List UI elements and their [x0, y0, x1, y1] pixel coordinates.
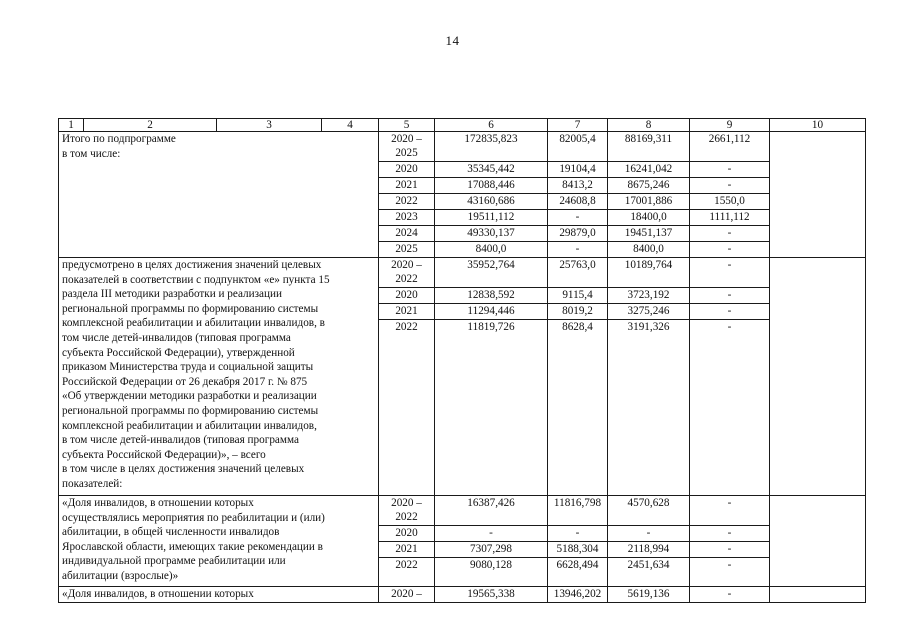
regional-cell: 5619,136	[608, 587, 690, 603]
regional-cell: 3275,246	[608, 304, 690, 320]
federal-cell: -	[548, 526, 608, 542]
page-number: 14	[445, 33, 460, 48]
regional-cell: 8400,0	[608, 242, 690, 258]
federal-cell: 11816,798	[548, 496, 608, 526]
other-cell: -	[690, 288, 770, 304]
year-cell: 2020	[379, 526, 435, 542]
row-name-line: «Доля инвалидов, в отношении которых	[62, 588, 254, 600]
column-10-cell	[770, 587, 866, 603]
regional-cell: 3191,326	[608, 320, 690, 496]
federal-cell: 24608,8	[548, 194, 608, 210]
other-cell: -	[690, 226, 770, 242]
row-name-line: «Об утверждении методики разработки и реализации	[62, 390, 317, 403]
federal-cell: 25763,0	[548, 258, 608, 288]
row-name-cell	[59, 258, 379, 496]
column-number-header: 9	[690, 119, 770, 132]
total-cell: 12838,592	[435, 288, 548, 304]
row-name-line: раздела III методики разработки и реализации	[62, 288, 282, 301]
year-cell: 2023	[379, 210, 435, 226]
regional-cell: 18400,0	[608, 210, 690, 226]
federal-cell: 9115,4	[548, 288, 608, 304]
total-cell: 16387,426	[435, 496, 548, 526]
total-cell: 35345,442	[435, 162, 548, 178]
regional-cell: 2118,994	[608, 542, 690, 558]
year-cell: 2021	[379, 178, 435, 194]
row-name-line: Ярославской области, имеющих такие рекомендации в	[62, 540, 323, 553]
table-row	[59, 587, 866, 603]
row-name-line: показателей в соответствии с подпунктом «е» пункта 15	[62, 273, 330, 286]
regional-cell: 8675,246	[608, 178, 690, 194]
federal-cell: 5188,304	[548, 542, 608, 558]
federal-cell: 8019,2	[548, 304, 608, 320]
other-cell: -	[690, 178, 770, 194]
row-name-line: предусмотрено в целях достижения значений целевых	[62, 259, 322, 271]
regional-cell: 10189,764	[608, 258, 690, 288]
row-name-line: комплексной реабилитации и абилитации инвалидов, в	[62, 317, 325, 330]
column-number-header: 3	[217, 119, 322, 132]
column-number-header: 8	[608, 119, 690, 132]
year-cell: 2022	[379, 320, 435, 496]
column-number-header: 7	[548, 119, 608, 132]
row-name-line: в том числе детей-инвалидов (типовая программа	[62, 434, 299, 447]
year-cell: 2020 – 2022	[379, 496, 435, 526]
row-name-line: субъекта Российской Федерации)», – всего	[62, 448, 266, 461]
year-cell: 2022	[379, 194, 435, 210]
row-name-line: показателей:	[62, 477, 123, 490]
row-name-cell	[59, 496, 379, 587]
column-number-header: 4	[322, 119, 379, 132]
row-name-line: комплексной реабилитации и абилитации инвалидов,	[62, 419, 317, 432]
other-cell: 1111,112	[690, 210, 770, 226]
other-cell: -	[690, 587, 770, 603]
regional-cell: 16241,042	[608, 162, 690, 178]
year-cell: 2020 – 2025	[379, 132, 435, 162]
column-number-header: 5	[379, 119, 435, 132]
column-10-cell	[770, 496, 866, 587]
year-cell: 2024	[379, 226, 435, 242]
federal-cell: 8628,4	[548, 320, 608, 496]
other-cell: -	[690, 258, 770, 288]
budget-table	[58, 118, 866, 603]
other-cell: -	[690, 526, 770, 542]
row-name-line: том числе детей-инвалидов (типовая программа	[62, 331, 291, 344]
row-name-line: осуществлялись мероприятия по реабилитации и (или)	[62, 511, 325, 524]
other-cell: 1550,0	[690, 194, 770, 210]
total-cell: 35952,764	[435, 258, 548, 288]
row-name-line: региональной программы по формированию системы	[62, 404, 319, 417]
regional-cell: 2451,634	[608, 558, 690, 587]
row-name-line: в том числе в целях достижения значений целевых	[62, 463, 305, 476]
column-number-header: 2	[84, 119, 217, 132]
regional-cell: -	[608, 526, 690, 542]
federal-cell: 19104,4	[548, 162, 608, 178]
row-name-line: в том числе:	[62, 147, 121, 160]
total-cell: 172835,823	[435, 132, 548, 162]
federal-cell: 29879,0	[548, 226, 608, 242]
total-cell: 8400,0	[435, 242, 548, 258]
row-name-line: «Доля инвалидов, в отношении которых	[62, 497, 254, 509]
total-cell: 19565,338	[435, 587, 548, 603]
row-name-line: Российской Федерации от 26 декабря 2017 г. № 875	[62, 375, 308, 388]
row-name-line: абилитации, в общей численности инвалидов	[62, 526, 280, 539]
federal-cell: 8413,2	[548, 178, 608, 194]
table-row	[59, 496, 866, 526]
other-cell: -	[690, 304, 770, 320]
year-cell: 2021	[379, 304, 435, 320]
other-cell: -	[690, 162, 770, 178]
year-cell: 2022	[379, 558, 435, 587]
column-number-header: 6	[435, 119, 548, 132]
federal-cell: 82005,4	[548, 132, 608, 162]
other-cell: -	[690, 320, 770, 496]
other-cell: 2661,112	[690, 132, 770, 162]
year-cell: 2020 – 2022	[379, 258, 435, 288]
total-cell: 9080,128	[435, 558, 548, 587]
year-cell: 2020	[379, 162, 435, 178]
table-row	[59, 258, 866, 288]
column-10-cell	[770, 258, 866, 496]
federal-cell: -	[548, 242, 608, 258]
total-cell: 17088,446	[435, 178, 548, 194]
column-number-header: 10	[770, 119, 866, 132]
year-cell: 2021	[379, 542, 435, 558]
regional-cell: 17001,886	[608, 194, 690, 210]
table-row	[59, 132, 866, 162]
column-10-cell	[770, 132, 866, 258]
federal-cell: -	[548, 210, 608, 226]
federal-cell: 13946,202	[548, 587, 608, 603]
row-name-cell	[59, 132, 379, 258]
row-name-line: абилитации (взрослые)»	[62, 569, 179, 582]
regional-cell: 3723,192	[608, 288, 690, 304]
total-cell: 49330,137	[435, 226, 548, 242]
header-row	[59, 119, 866, 132]
row-name-line: Итого по подпрограмме	[62, 133, 176, 145]
regional-cell: 88169,311	[608, 132, 690, 162]
total-cell: 7307,298	[435, 542, 548, 558]
row-name-line: приказом Министерства труда и социальной защиты	[62, 361, 314, 374]
column-number-header: 1	[59, 119, 84, 132]
year-cell: 2020 –	[379, 587, 435, 603]
other-cell: -	[690, 558, 770, 587]
total-cell: 43160,686	[435, 194, 548, 210]
other-cell: -	[690, 242, 770, 258]
total-cell: 11819,726	[435, 320, 548, 496]
federal-cell: 6628,494	[548, 558, 608, 587]
year-cell: 2025	[379, 242, 435, 258]
other-cell: -	[690, 496, 770, 526]
total-cell: -	[435, 526, 548, 542]
total-cell: 11294,446	[435, 304, 548, 320]
regional-cell: 19451,137	[608, 226, 690, 242]
other-cell: -	[690, 542, 770, 558]
regional-cell: 4570,628	[608, 496, 690, 526]
row-name-line: индивидуальной программе реабилитации или	[62, 555, 286, 568]
year-cell: 2020	[379, 288, 435, 304]
row-name-line: субъекта Российской Федерации), утвержденной	[62, 346, 295, 359]
total-cell: 19511,112	[435, 210, 548, 226]
row-name-line: региональной программы по формированию системы	[62, 302, 319, 315]
row-name-cell	[59, 587, 379, 603]
